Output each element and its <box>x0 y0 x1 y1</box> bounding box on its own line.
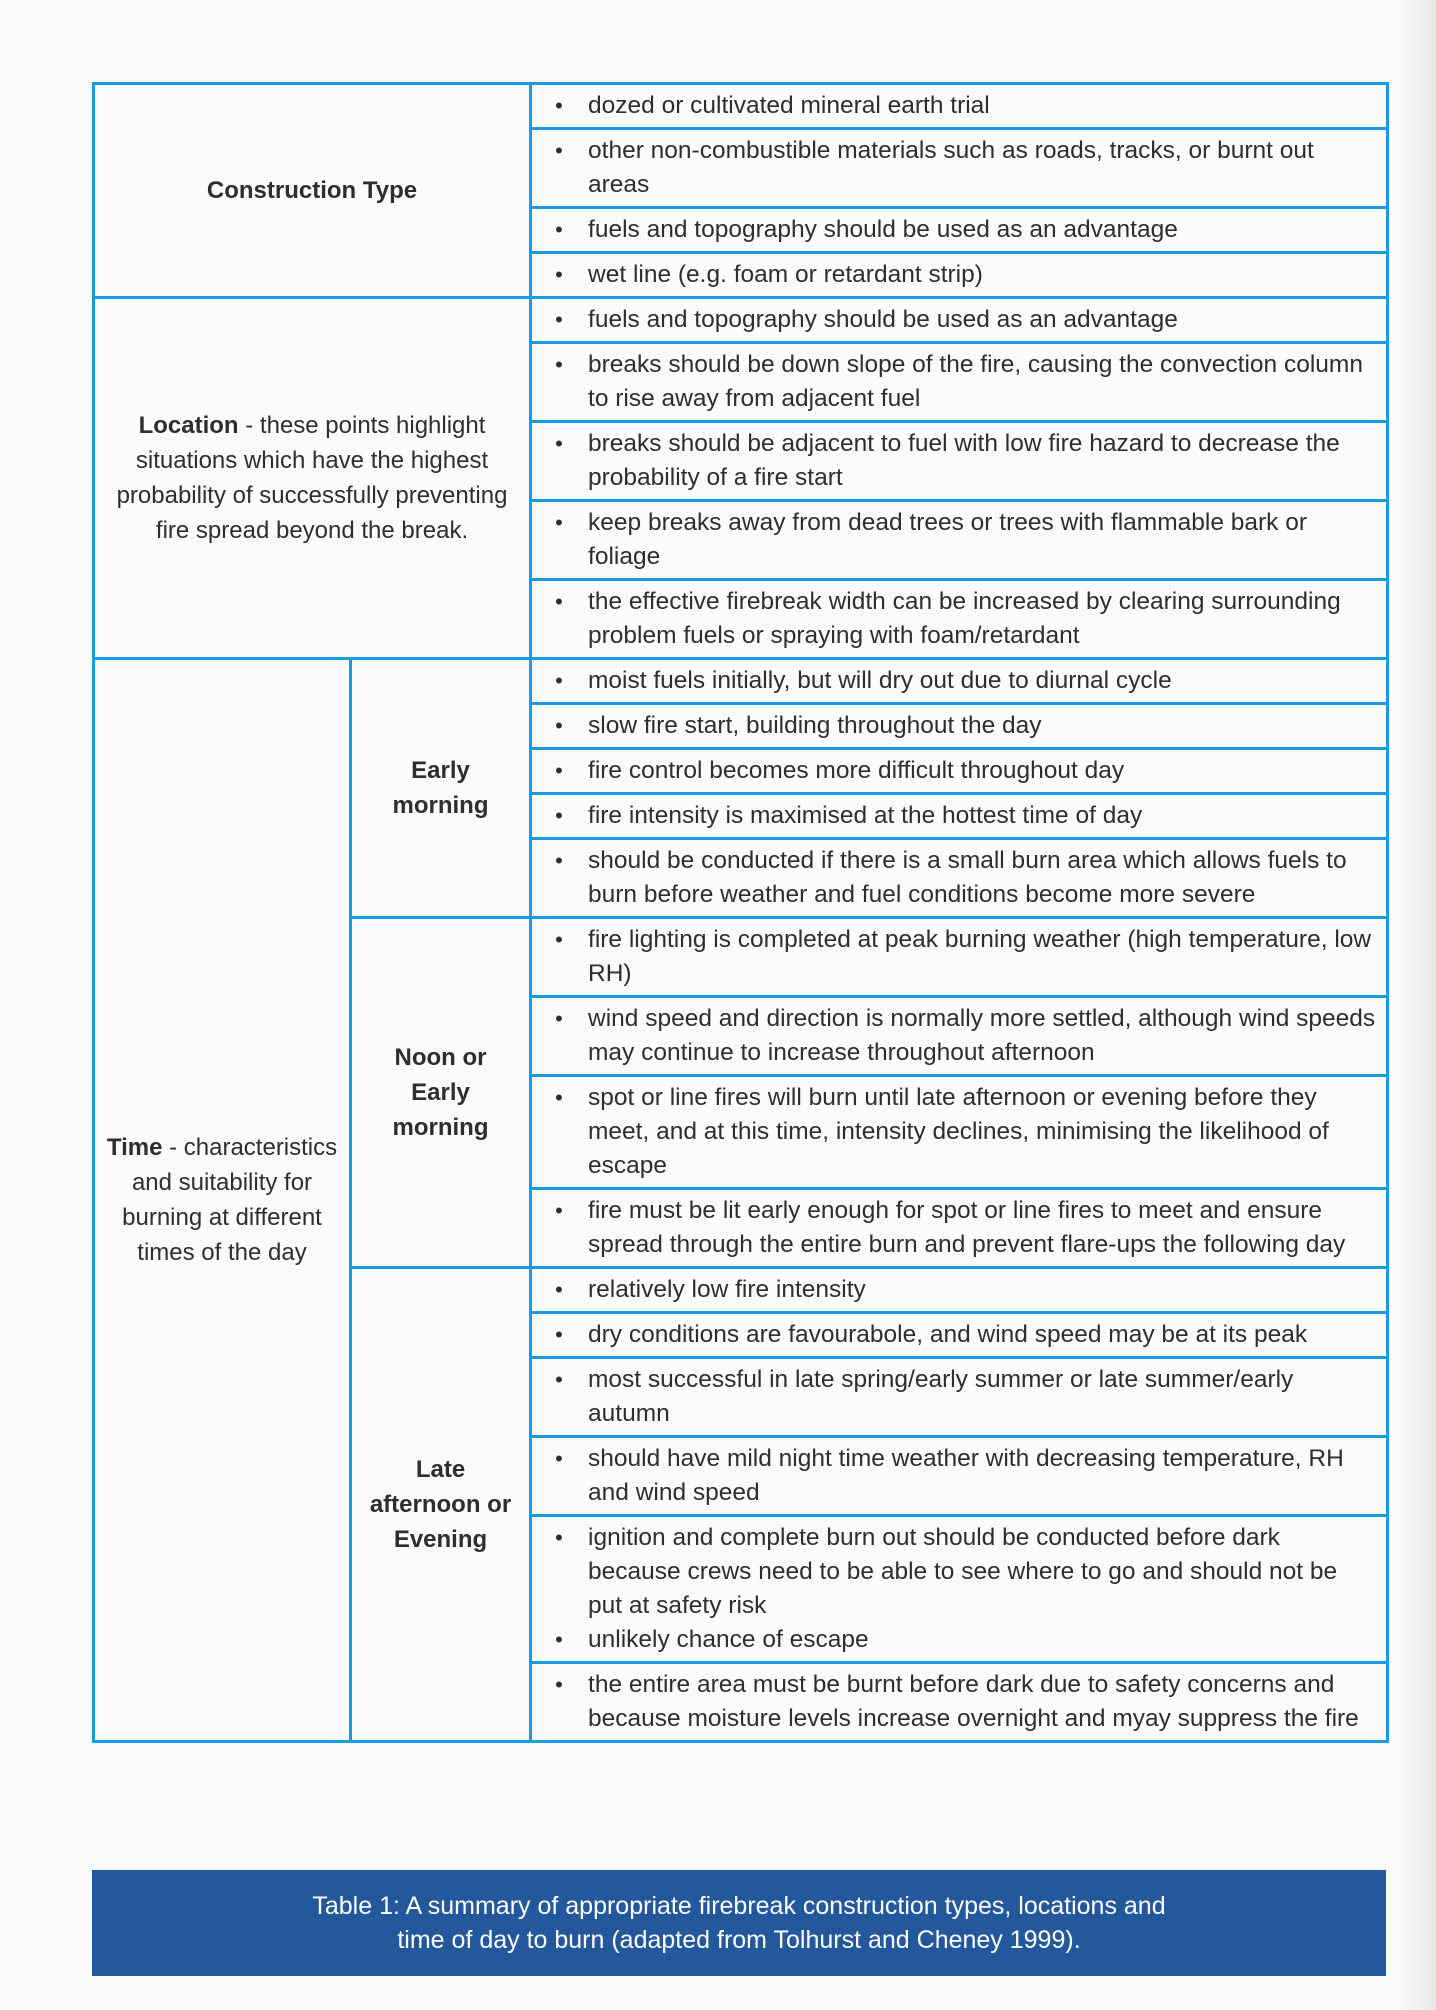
bullet-icon: • <box>555 1322 563 1347</box>
time-item <box>531 1076 1388 1189</box>
item-text: dry conditions are favourabole, and wind speed may be at its peak <box>588 1321 1308 1348</box>
item-text: fire control becomes more difficult throughout day <box>588 757 1125 784</box>
page-edge-shadow <box>1396 0 1436 2010</box>
construction-type-label: Construction Type <box>206 177 418 204</box>
location-label-description: - these points highlight situations which have the highest probability of successfully preventing fire spread beyond the break. <box>116 412 508 544</box>
item-text: the entire area must be burnt before dark due to safety concerns and because moisture levels increase overnight and myay suppress the fire <box>588 1671 1359 1732</box>
construction-item <box>531 84 1388 129</box>
item-text: wind speed and direction is normally more settled, although wind speeds may continue to increase throughout afternoon <box>588 1005 1376 1066</box>
bullet-icon: • <box>555 1085 563 1110</box>
construction-item <box>531 129 1388 208</box>
time-label-bold: Time <box>106 1134 163 1161</box>
item-text: slow fire start, building throughout the day <box>588 712 1042 739</box>
item-text: should be conducted if there is a small burn area which allows fuels to burn before weather and fuel conditions become more severe <box>588 847 1347 908</box>
caption-line-2: time of day to burn (adapted from Tolhurst and Cheney 1999). <box>397 1926 1081 1954</box>
bullet-icon: • <box>555 803 563 828</box>
item-text: dozed or cultivated mineral earth trial <box>588 92 990 119</box>
bullet-icon: • <box>555 352 563 377</box>
time-item <box>531 997 1388 1076</box>
bullet-icon: • <box>555 431 563 456</box>
location-item <box>531 580 1388 659</box>
table-caption <box>92 1870 1386 1976</box>
item-text: fire intensity is maximised at the hottest time of day <box>588 802 1143 829</box>
table-row <box>94 84 1388 129</box>
period-noon <box>351 918 531 1268</box>
item-text: unlikely chance of escape <box>588 1626 869 1653</box>
period-label: Late afternoon or Evening <box>369 1456 512 1553</box>
time-item <box>531 794 1388 839</box>
time-item <box>531 839 1388 918</box>
location-item <box>531 422 1388 501</box>
item-text: fuels and topography should be used as an advantage <box>588 216 1178 243</box>
item-text: keep breaks away from dead trees or trees with flammable bark or foliage <box>588 509 1307 570</box>
location-label-bold: Location <box>138 412 239 439</box>
item-text: breaks should be down slope of the fire, causing the convection column to rise away from adjacent fuel <box>588 351 1363 412</box>
bullet-icon: • <box>555 307 563 332</box>
bullet-icon: • <box>555 713 563 738</box>
item-text: moist fuels initially, but will dry out due to diurnal cycle <box>588 667 1172 694</box>
time-item <box>531 918 1388 997</box>
period-late-afternoon <box>351 1268 531 1742</box>
location-item <box>531 298 1388 343</box>
bullet-icon: • <box>555 1446 563 1471</box>
table-row <box>94 659 1388 704</box>
bullet-icon: • <box>555 1277 563 1302</box>
item-text: the effective firebreak width can be increased by clearing surrounding problem fuels or spraying with foam/retardant <box>588 588 1341 649</box>
caption-line-1: Table 1: A summary of appropriate firebreak construction types, locations and <box>312 1892 1166 1920</box>
table-row <box>94 298 1388 343</box>
bullet-icon: • <box>555 668 563 693</box>
construction-type-header <box>94 84 531 298</box>
bullet-icon: • <box>555 848 563 873</box>
period-label: Early morning <box>392 757 489 819</box>
item-text: ignition and complete burn out should be conducted before dark because crews need to be able to see where to go and should not be put at safety risk <box>588 1524 1338 1619</box>
construction-item <box>531 208 1388 253</box>
bullet-icon: • <box>555 510 563 535</box>
time-item <box>531 1313 1388 1358</box>
item-text: most successful in late spring/early summer or late summer/early autumn <box>588 1366 1294 1427</box>
item-text: spot or line fires will burn until late afternoon or evening before they meet, and at this time, intensity declines, minimising the likelihood of escape <box>588 1084 1329 1179</box>
bullet-icon: • <box>555 93 563 118</box>
bullet-icon: • <box>555 1198 563 1223</box>
firebreak-summary-table <box>92 82 1389 1743</box>
bullet-icon: • <box>555 758 563 783</box>
item-text: relatively low fire intensity <box>588 1276 866 1303</box>
item-text: fire must be lit early enough for spot or line fires to meet and ensure spread through the entire burn and prevent flare-ups the following day <box>588 1197 1346 1258</box>
bullet-icon: • <box>555 1367 563 1392</box>
time-label-description: - characteristics and suitability for burning at different times of the day <box>122 1134 338 1266</box>
bullet-icon: • <box>555 1672 563 1697</box>
construction-item <box>531 253 1388 298</box>
time-item <box>531 1516 1388 1663</box>
time-item <box>531 704 1388 749</box>
period-label: Noon or Early morning <box>392 1044 489 1141</box>
time-item <box>531 1189 1388 1268</box>
bullet-icon: • <box>555 138 563 163</box>
time-item <box>531 659 1388 704</box>
item-text: breaks should be adjacent to fuel with low fire hazard to decrease the probability of a fire start <box>588 430 1340 491</box>
location-item <box>531 343 1388 422</box>
time-header <box>94 659 351 1742</box>
time-item <box>531 749 1388 794</box>
item-text: fire lighting is completed at peak burning weather (high temperature, low RH) <box>588 926 1372 987</box>
location-item <box>531 501 1388 580</box>
period-early-morning <box>351 659 531 918</box>
bullet-icon: • <box>555 1627 563 1652</box>
bullet-icon: • <box>555 927 563 952</box>
bullet-icon: • <box>555 1006 563 1031</box>
item-text: wet line (e.g. foam or retardant strip) <box>588 261 983 288</box>
bullet-icon: • <box>555 262 563 287</box>
location-header <box>94 298 531 659</box>
item-text: should have mild night time weather with decreasing temperature, RH and wind speed <box>588 1445 1344 1506</box>
time-item <box>531 1358 1388 1437</box>
time-item <box>531 1437 1388 1516</box>
bullet-icon: • <box>555 1525 563 1550</box>
time-item <box>531 1663 1388 1742</box>
item-text: fuels and topography should be used as an advantage <box>588 306 1178 333</box>
bullet-icon: • <box>555 589 563 614</box>
bullet-icon: • <box>555 217 563 242</box>
time-item <box>531 1268 1388 1313</box>
item-text: other non-combustible materials such as roads, tracks, or burnt out areas <box>588 137 1314 198</box>
